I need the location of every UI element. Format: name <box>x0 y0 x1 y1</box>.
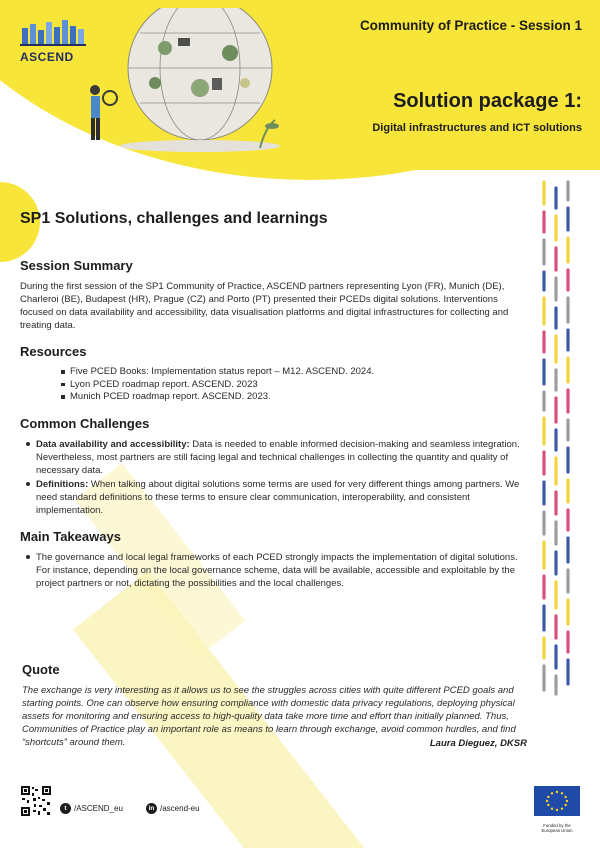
quote-heading: Quote <box>22 662 60 677</box>
main-content <box>20 210 525 602</box>
challenge-term: Definitions: <box>36 478 89 490</box>
takeaways-heading: Main Takeaways <box>20 528 121 544</box>
challenge-item <box>36 438 525 477</box>
eu-flag-icon <box>534 786 580 816</box>
resources-heading: Resources <box>20 344 87 359</box>
takeaways-section <box>20 529 525 590</box>
eu-funding-text: Funded by the European Union <box>541 823 573 833</box>
linkedin-handle: /ascend-eu <box>160 804 200 813</box>
quote-author: Laura Dieguez, DKSR <box>429 738 527 749</box>
challenge-text: Data is needed to enable informed decision-making and seamless integration. Nevertheless, most partners are still facing legal and technical challenges in collecting the quantity and quality of necessary data. <box>36 438 520 476</box>
quote-text: The exchange is very interesting as it allows us to see the struggles across cities with quite different PCED goals and starting points. One can observe how ensuring compliance with domestic data privacy regulations, deploying physical assets for monitoring and ensuring access to high-quality data take more time and effort than initially planned. Thus, Communities of Practice play an important role as means to learn through exchange, avoid common hurdles, and find “shortcuts” around them. <box>22 685 516 748</box>
main-title: SP1 Solutions, challenges and learnings <box>20 210 328 227</box>
challenges-list <box>36 438 525 517</box>
summary-text: During the first session of the SP1 Community of Practice, ASCEND partners representing Lyon (FR), Munich (DE), Charleroi (BE), Budapest (HR), Prague (CZ) and Porto (PT) presented their PCEDs digital solutions. Interventions focused on data availability and accessibility, data visualisation platforms and digital infrastructures for collecting and treating data. <box>20 281 509 331</box>
challenges-heading: Common Challenges <box>20 415 150 431</box>
quote-section <box>22 662 527 749</box>
resource-item: Lyon PCED roadmap report. ASCEND. 2023 <box>70 379 525 392</box>
decorative-stripes <box>538 178 582 698</box>
challenge-item <box>36 478 525 517</box>
globe-illustration <box>60 8 310 158</box>
session-summary-section <box>20 258 525 332</box>
eu-funding-badge <box>534 786 580 832</box>
resource-item: Munich PCED roadmap report. ASCEND. 2023. <box>70 391 525 404</box>
twitter-handle: /ASCEND_eu <box>74 804 123 813</box>
twitter-icon: t <box>60 803 71 814</box>
twitter-link[interactable] <box>60 803 123 814</box>
qr-code[interactable] <box>20 785 52 817</box>
package-title: Solution package 1: <box>393 90 582 112</box>
session-label: Community of Practice - Session 1 <box>359 18 582 33</box>
linkedin-link[interactable] <box>146 803 200 814</box>
challenge-term: Data availability and accessibility: <box>36 438 190 450</box>
resources-list <box>70 366 525 404</box>
linkedin-icon: in <box>146 803 157 814</box>
logo-text: ASCEND <box>20 50 74 64</box>
challenges-section <box>20 416 525 517</box>
resource-item: Five PCED Books: Implementation status report – M12. ASCEND. 2024. <box>70 366 525 379</box>
summary-heading: Session Summary <box>20 258 133 273</box>
resources-section <box>20 344 525 404</box>
takeaway-item: The governance and local legal frameworks of each PCED strongly impacts the implementation of digital solutions. For instance, depending on the local governance scheme, data will be available, accessible and exploitable by the project partners or not, dictating the possibilities and the local challenges. <box>36 551 525 590</box>
takeaways-list <box>36 551 525 590</box>
challenge-text: When talking about digital solutions some terms are used for very different things among partners. We need standard definitions to these terms to ensure clear communication, interoperability, and consistent implementation. <box>36 478 520 516</box>
package-subtitle: Digital infrastructures and ICT solutions <box>372 122 582 134</box>
